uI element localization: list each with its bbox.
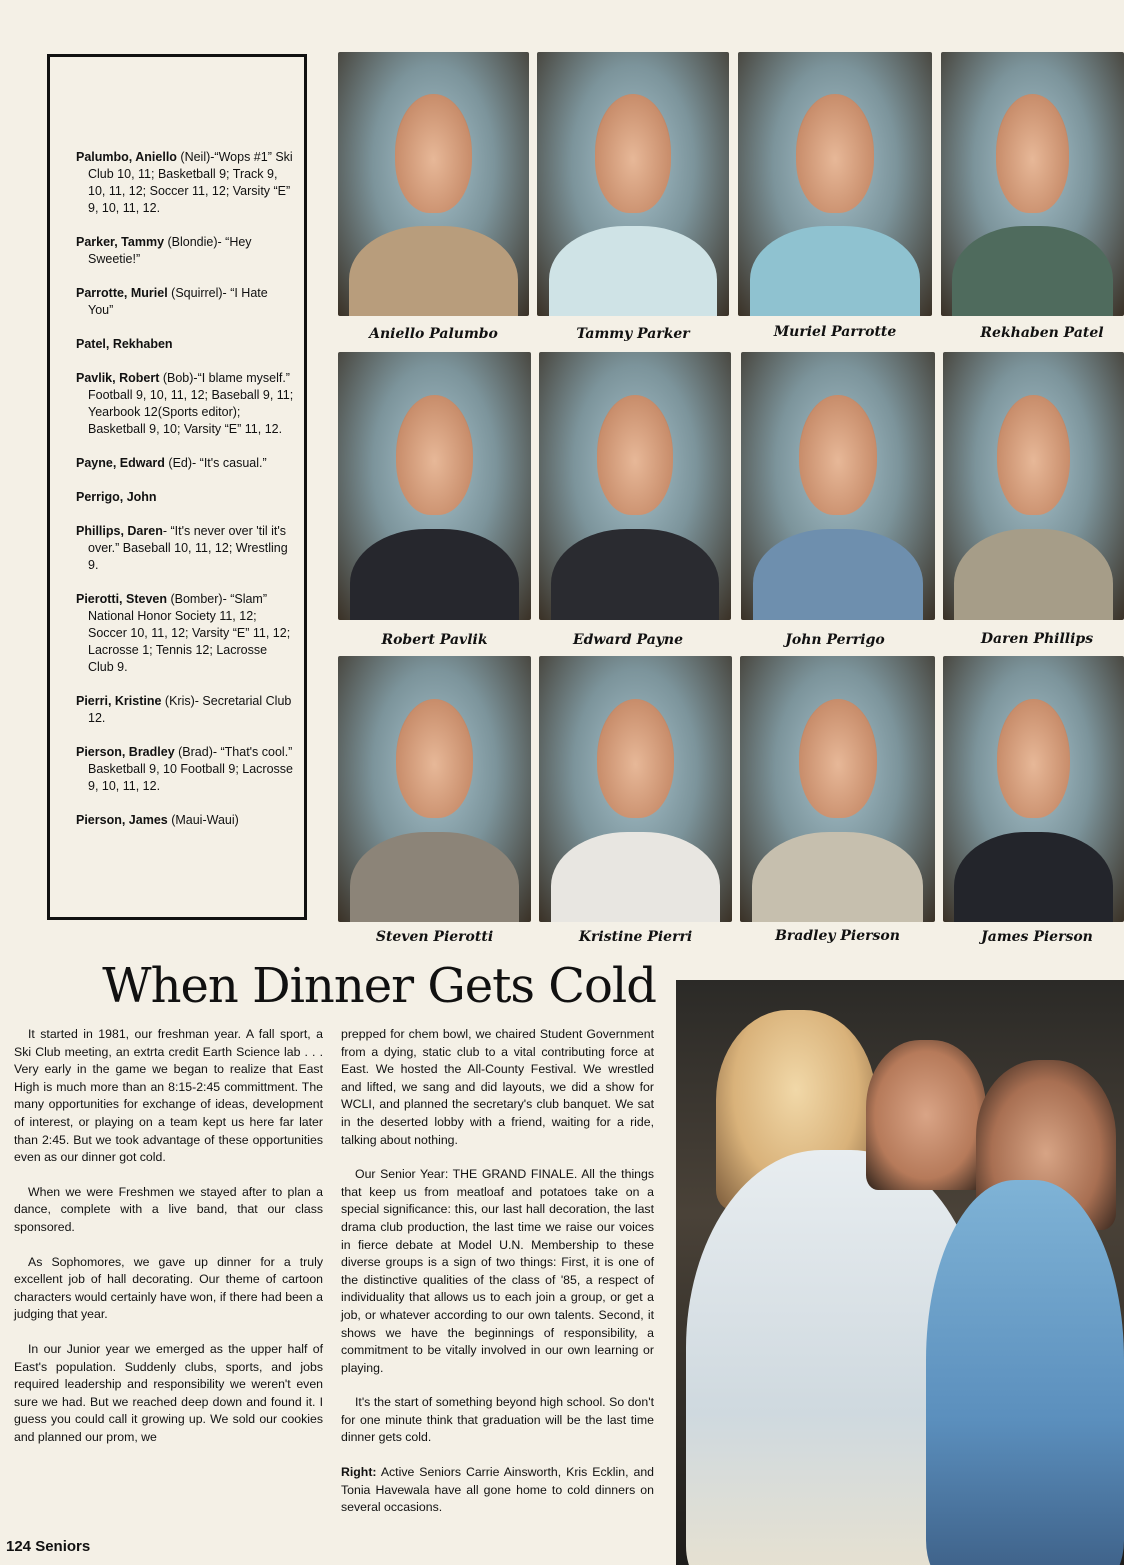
portrait-caption: Daren Phillips — [980, 631, 1094, 647]
bio-entry: Parker, Tammy (Blondie)- “Hey Sweetie!” — [76, 235, 252, 266]
bio-entry: Parrotte, Muriel (Squirrel)- “I Hate You” — [76, 286, 268, 317]
article-headline: When Dinner Gets Cold — [102, 958, 656, 1014]
portrait-photo — [741, 352, 935, 620]
portrait-photo — [941, 52, 1124, 316]
bio-entry: Pierson, James (Maui-Waui) — [76, 813, 239, 827]
photo-caption: Right: Active Seniors Carrie Ainsworth, Kris Ecklin, and Tonia Havewala have all gone home to cold dinners on several occasions. — [341, 1465, 654, 1515]
portrait-photo — [537, 52, 729, 316]
portrait-caption: Robert Pavlik — [381, 632, 488, 648]
portrait-photo — [338, 52, 529, 316]
portrait-caption: John Perrigo — [785, 632, 885, 648]
bio-entry: Phillips, Daren- “It's never over 'til it's over.” Baseball 10, 11, 12; Wrestling 9. — [76, 524, 288, 572]
portrait-caption: Kristine Pierri — [578, 929, 693, 945]
group-photo — [676, 980, 1124, 1565]
bio-entry: Pierri, Kristine (Kris)- Secretarial Club 12. — [76, 694, 292, 725]
bio-entry: Payne, Edward (Ed)- “It's casual.” — [76, 456, 267, 470]
article-paragraph: When we were Freshmen we stayed after to plan a dance, complete with a live band, that our class sponsored. — [14, 1184, 323, 1234]
portrait-photo — [539, 656, 732, 922]
portrait-caption: James Pierson — [981, 929, 1093, 945]
portrait-caption: Steven Pierotti — [375, 929, 494, 945]
portrait-caption: Tammy Parker — [576, 326, 690, 342]
article-column-1 — [14, 1026, 323, 1463]
article-paragraph: In our Junior year we emerged as the upper half of East's population. Suddenly clubs, sports, and jobs required leadership and responsibility we weren't even sure we had. But we reached deep down and found it. I guess you could call it growing up. We sold our cookies and planned our prom, we — [14, 1341, 323, 1444]
portrait-caption: Edward Payne — [572, 632, 684, 648]
portrait-photo — [539, 352, 731, 620]
bio-entry: Perrigo, John — [76, 490, 157, 504]
bio-entry: Palumbo, Aniello (Neil)-“Wops #1” Ski Club 10, 11; Basketball 9; Track 9, 10, 11, 12; Soccer 11, 12; Varsity “E” 9, 10, 11, 12. — [76, 150, 293, 215]
bio-entry: Patel, Rekhaben — [76, 337, 173, 351]
article-paragraph: It's the start of something beyond high school. So don't for one minute think that graduation will be the last time dinner gets cold. — [341, 1395, 654, 1445]
portrait-caption: Aniello Palumbo — [369, 326, 498, 342]
article-paragraph: Our Senior Year: THE GRAND FINALE. All the things that keep us from meatloaf and potatoes take on a special significance: this, our last hall decoration, the last drama club production, the last time we raise our voices in fierce debate at Model U.N. Membership to these diverse groups is a sign of two things: First, it is one of the distinctive qualities of the class of '85, a respect of individuality that allows us to each join a group, or get a job, or whatever according to our own talents. Second, it shows we have the beginnings of responsibility, a commitment to be vitally involved in our own learning or playing. — [341, 1167, 654, 1375]
portrait-photo — [338, 352, 531, 620]
bio-entry: Pierotti, Steven (Bomber)- “Slam” National Honor Society 11, 12; Soccer 10, 11, 12; Varsity “E” 11, 12; Lacrosse 1; Tennis 12; Lacrosse Club 9. — [76, 592, 291, 674]
portrait-photo — [943, 656, 1124, 922]
portrait-caption: Bradley Pierson — [775, 928, 900, 944]
portrait-photo — [338, 656, 531, 922]
bio-entry: Pierson, Bradley (Brad)- “That's cool.” Basketball 9, 10 Football 9; Lacrosse 9, 10, 11, 12. — [76, 745, 293, 793]
article-paragraph: It started in 1981, our freshman year. A fall sport, a Ski Club meeting, an extrta credit Earth Science lab . . . Very early in the game we began to realize that East High is much more than an 8:15-2:45 committment. The many opportunities for exchange of ideas, development of interest, or playing on a team kept us here far later than 2:45. But we took advantage of these opportunities even as our dinner got cold. — [14, 1027, 323, 1165]
senior-bio-box — [47, 54, 307, 920]
article-paragraph: prepped for chem bowl, we chaired Student Government from a dying, static club to a vital contributing force at East. We hosted the All-County Festival. We wrestled and lifted, we sang and did layouts, we did a show for WCLI, and planned the secretary's club banquet. We sat in the deserted lobby with a friend, waiting for a ride, talking about nothing. — [341, 1027, 654, 1147]
portrait-photo — [740, 656, 935, 922]
article-column-2 — [341, 1026, 654, 1534]
article-paragraph: As Sophomores, we gave up dinner for a truly excellent job of hall decorating. Our theme of cartoon characters would certainly have won, if there had been a judging that year. — [14, 1254, 323, 1322]
portrait-photo — [738, 52, 932, 316]
portrait-caption: Muriel Parrotte — [773, 324, 897, 340]
page-folio: 124 Seniors — [6, 1538, 91, 1555]
bio-entry: Pavlik, Robert (Bob)-“I blame myself.” Football 9, 10, 11, 12; Baseball 9, 11; Yearbook 12(Sports editor); Basketball 9, 10; Varsity “E” 11, 12. — [76, 371, 294, 436]
portrait-caption: Rekhaben Patel — [980, 325, 1104, 341]
portrait-photo — [943, 352, 1124, 620]
